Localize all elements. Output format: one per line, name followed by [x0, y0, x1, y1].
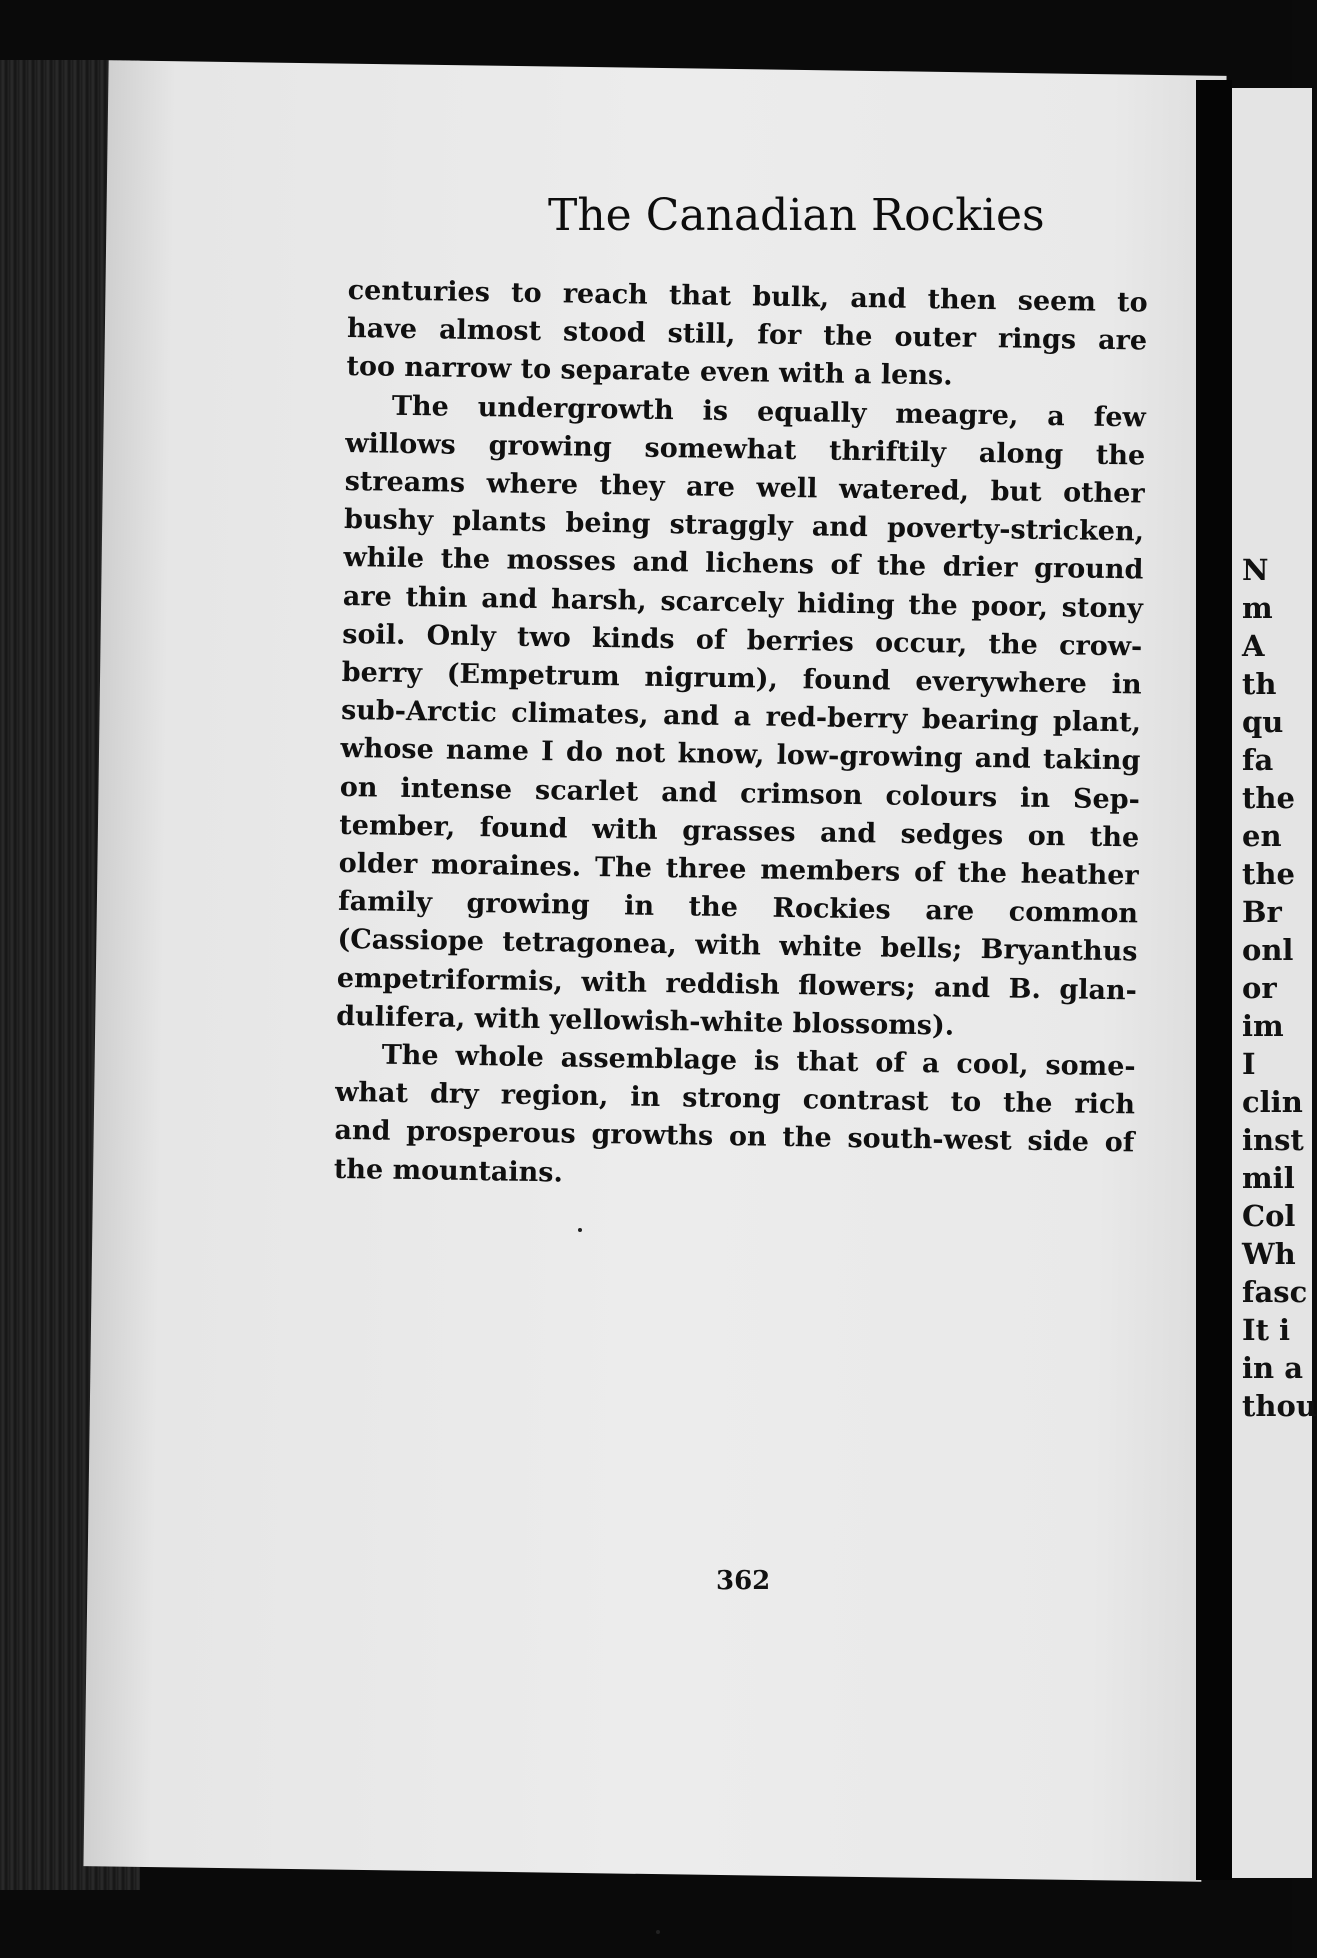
- body-text: [334, 272, 1148, 1201]
- text-line: on intense scarlet and crimson colours in Sep-: [339, 771, 1141, 816]
- next-page-fragment: It i: [1242, 1313, 1291, 1347]
- text-line: (Cassiope tetragonea, with white bells; Bryanthus: [337, 924, 1138, 968]
- text-line: centuries to reach that bulk, and then seem to: [347, 274, 1148, 319]
- next-page-fragment: A: [1242, 629, 1265, 663]
- next-page-fragment: in a: [1242, 1351, 1303, 1385]
- text-line: tember, found with grasses and sedges on the: [339, 809, 1140, 854]
- next-page-fragment: onl: [1242, 933, 1294, 967]
- text-line: The undergrowth is equally meagre, a few: [391, 390, 1147, 434]
- next-page-fragment: mil: [1242, 1161, 1295, 1195]
- book-gutter: [1196, 80, 1232, 1880]
- next-page-fragment: th: [1242, 667, 1277, 701]
- next-page-fragment: N: [1242, 553, 1269, 587]
- dust-speck: [656, 1930, 660, 1934]
- text-line: the mountains.: [333, 1153, 564, 1189]
- next-page-fragment: the: [1242, 781, 1295, 815]
- text-line: sub-Arctic climates, and a red-berry bearing plant,: [340, 695, 1142, 739]
- text-line: streams where they are well watered, but other: [344, 465, 1145, 510]
- next-page-fragment: or: [1242, 971, 1277, 1005]
- text-line: have almost stood still, for the outer rings are: [346, 313, 1148, 357]
- next-page-fragment: Wh: [1242, 1237, 1296, 1271]
- next-page-fragment: Br: [1242, 895, 1282, 929]
- next-page-fragment: I: [1242, 1047, 1256, 1081]
- text-line: berry (Empetrum nigrum), found everywhere in: [341, 656, 1142, 701]
- dust-speck: [578, 1228, 582, 1232]
- next-page-fragment: en: [1242, 819, 1282, 853]
- next-page-fragment: im: [1242, 1009, 1284, 1043]
- text-line: and prosperous growths on the south-west side of: [334, 1115, 1135, 1159]
- text-line: what dry region, in strong contrast to the rich: [334, 1077, 1136, 1121]
- next-page-fragment: clin: [1242, 1085, 1303, 1119]
- next-page-fragment: fasc: [1242, 1275, 1308, 1309]
- text-line: dulifera, with yellowish-white blossoms).: [336, 1000, 955, 1042]
- text-line: family growing in the Rockies are common: [337, 886, 1139, 930]
- text-line: willows growing somewhat thriftily along the: [345, 427, 1146, 472]
- next-page-fragment: fa: [1242, 743, 1274, 777]
- text-line: The whole assemblage is that of a cool, some-: [381, 1039, 1136, 1083]
- text-line: whose name I do not know, low-growing and taking: [340, 733, 1141, 777]
- next-page-fragment: qu: [1242, 705, 1284, 739]
- page-number: 362: [716, 1566, 771, 1596]
- next-page-fragment: the: [1242, 857, 1295, 891]
- text-line: while the mosses and lichens of the drier ground: [343, 542, 1144, 586]
- next-page-fragment: thou: [1242, 1389, 1317, 1423]
- running-head: The Canadian Rockies: [548, 190, 1045, 241]
- text-line: older moraines. The three members of the heather: [338, 847, 1139, 892]
- text-line: too narrow to separate even with a lens.: [346, 351, 953, 392]
- next-page-fragment: Col: [1242, 1199, 1296, 1233]
- right-page-edge: [1232, 88, 1317, 1878]
- text-line: empetriformis, with reddish flowers; and B. glan-: [336, 962, 1138, 1007]
- next-page-fragment: m: [1242, 591, 1273, 625]
- next-page-fragment: inst: [1242, 1123, 1304, 1157]
- text-line: are thin and harsh, scarcely hiding the poor, stony: [342, 580, 1144, 625]
- text-line: soil. Only two kinds of berries occur, the crow-: [342, 618, 1143, 663]
- text-line: bushy plants being straggly and poverty-stricken,: [343, 504, 1145, 548]
